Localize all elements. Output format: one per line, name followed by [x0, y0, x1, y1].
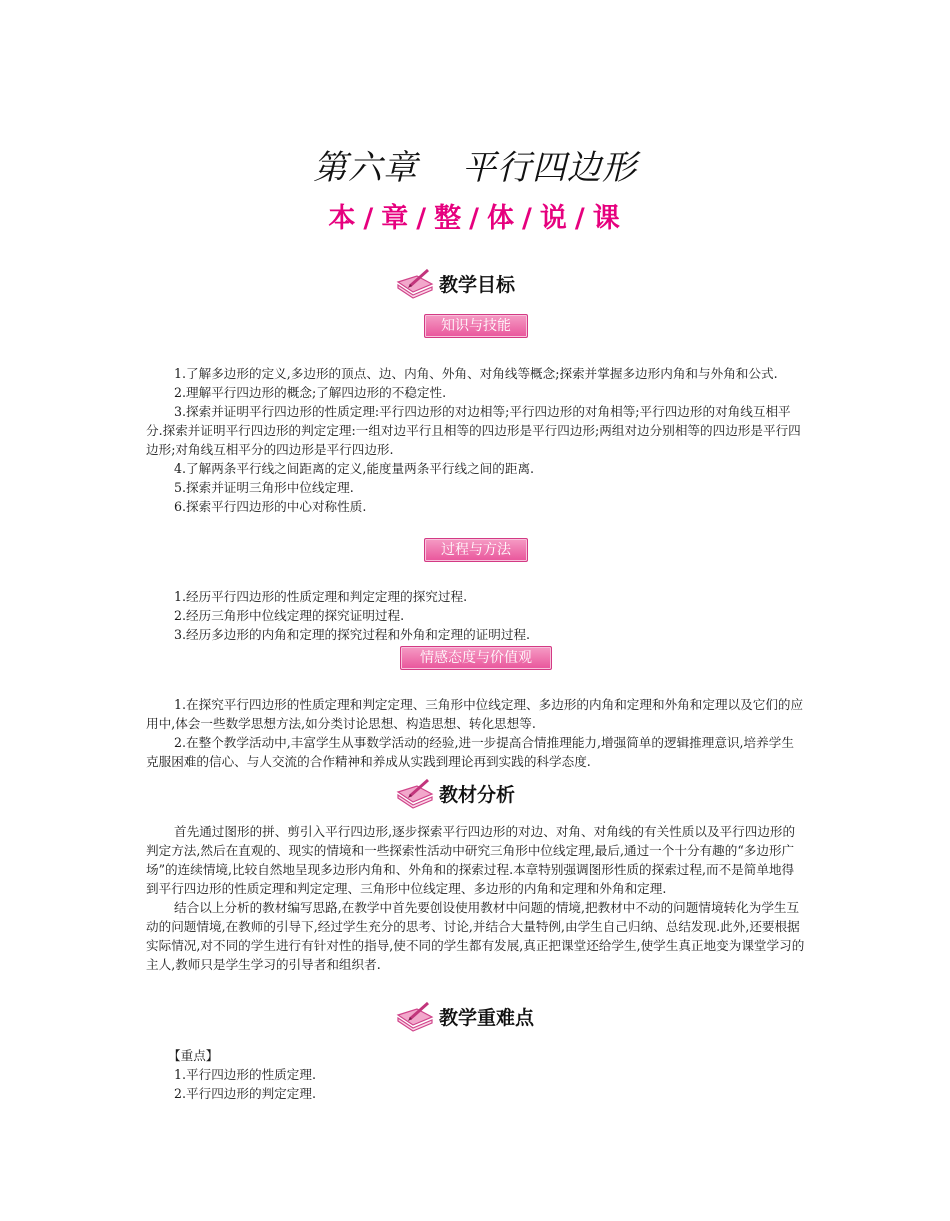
- subsection-label-process: 过程与方法: [424, 538, 528, 562]
- knowledge-list: [146, 364, 806, 516]
- subsection-label-attitude: 情感态度与价值观: [400, 646, 552, 670]
- notebook-pen-icon: [395, 999, 435, 1033]
- list-item: 1.了解多边形的定义,多边形的顶点、边、内角、外角、对角线等概念;探索并掌握多边形内角和与外角和公式.: [174, 366, 778, 381]
- notebook-pen-icon: [395, 776, 435, 810]
- list-item: 1.平行四边形的性质定理.: [174, 1067, 316, 1082]
- subtitle-separator: /: [574, 203, 587, 234]
- subtitle-char: 本: [328, 203, 358, 234]
- subtitle-separator: /: [416, 203, 429, 234]
- subtitle-separator: /: [521, 203, 534, 234]
- subtitle-char: 体: [486, 203, 516, 234]
- subtitle-char: 课: [592, 203, 622, 234]
- chapter-number: 第六章: [313, 148, 418, 188]
- subtitle-char: 章: [381, 203, 411, 234]
- list-item: 3.经历多边形的内角和定理的探究过程和外角和定理的证明过程.: [174, 627, 531, 642]
- analysis-text: [146, 822, 806, 974]
- section-title: 教材分析: [439, 783, 516, 806]
- chapter-title: [0, 140, 950, 189]
- key-points-list: [146, 1046, 806, 1103]
- list-item: 2.在整个教学活动中,丰富学生从事数学活动的经验,进一步提高合情推理能力,增强简单的逻辑推理意识,培养学生克服困难的信心、与人交流的合作精神和养成从实践到理论再到实践的科学态度.: [146, 735, 794, 769]
- chapter-name: 平行四边形: [462, 148, 637, 188]
- subsection-label-knowledge: 知识与技能: [424, 314, 528, 338]
- section-title: 教学目标: [439, 273, 516, 296]
- list-item: 2.平行四边形的判定定理.: [174, 1086, 316, 1101]
- list-item: 4.了解两条平行线之间距离的定义,能度量两条平行线之间的距离.: [174, 461, 535, 476]
- subtitle-separator: /: [363, 203, 376, 234]
- section-analysis-heading: [395, 776, 515, 810]
- key-points-label: 【重点】: [168, 1048, 219, 1063]
- list-item: 1.在探究平行四边形的性质定理和判定定理、三角形中位线定理、多边形的内角和定理和外角和定理以及它们的应用中,体会一些数学思想方法,如分类讨论思想、构造思想、转化思想等.: [146, 697, 804, 731]
- list-item: 1.经历平行四边形的性质定理和判定定理的探究过程.: [174, 589, 468, 604]
- subtitle-char: 说: [539, 203, 569, 234]
- section-keypoints-heading: [395, 999, 534, 1033]
- section-objectives-heading: [395, 266, 515, 300]
- list-item: 6.探索平行四边形的中心对称性质.: [174, 499, 367, 514]
- paragraph: 结合以上分析的教材编写思路,在教学中首先要创设使用教材中问题的情境,把教材中不动的问题情境转化为学生互动的问题情境,在教师的引导下,经过学生充分的思考、讨论,并结合大量特例,由学生自己归纳、总结发现.此外,还要根据实际情况,对不同的学生进行有针对性的指导,使不同的学生都有发展,真正把课堂还给学生,使学生真正地变为课堂学习的主人,教师只是学生学习的引导者和组织者.: [146, 900, 805, 972]
- process-list: [146, 587, 806, 644]
- list-item: 2.经历三角形中位线定理的探究证明过程.: [174, 608, 405, 623]
- list-item: 5.探索并证明三角形中位线定理.: [174, 480, 354, 495]
- attitude-list: [146, 695, 806, 771]
- chapter-subtitle: [0, 196, 950, 235]
- paragraph: 首先通过图形的拼、剪引入平行四边形,逐步探索平行四边形的对边、对角、对角线的有关性质以及平行四边形的判定方法,然后在直观的、现实的情境和一些探索性活动中研究三角形中位线定理,最后,通过一个十分有趣的“多边形广场”的连续情境,比较自然地呈现多边形内角和、外角和的探索过程.本章特别强调图形性质的探索过程,而不是简单地得到平行四边形的性质定理和判定定理、三角形中位线定理、多边形的内角和定理和外角和定理.: [146, 824, 796, 896]
- list-item: 3.探索并证明平行四边形的性质定理:平行四边形的对边相等;平行四边形的对角相等;平行四边形的对角线互相平分.探索并证明平行四边形的判定定理:一组对边平行且相等的四边形是平行四边形;两组对边分别相等的四边形是平行四边形;对角线互相平分的四边形是平行四边形.: [146, 404, 801, 457]
- notebook-pen-icon: [395, 266, 435, 300]
- list-item: 2.理解平行四边形的概念;了解四边形的不稳定性.: [174, 385, 447, 400]
- section-title: 教学重难点: [439, 1006, 535, 1029]
- subtitle-char: 整: [434, 203, 464, 234]
- subtitle-separator: /: [469, 203, 481, 234]
